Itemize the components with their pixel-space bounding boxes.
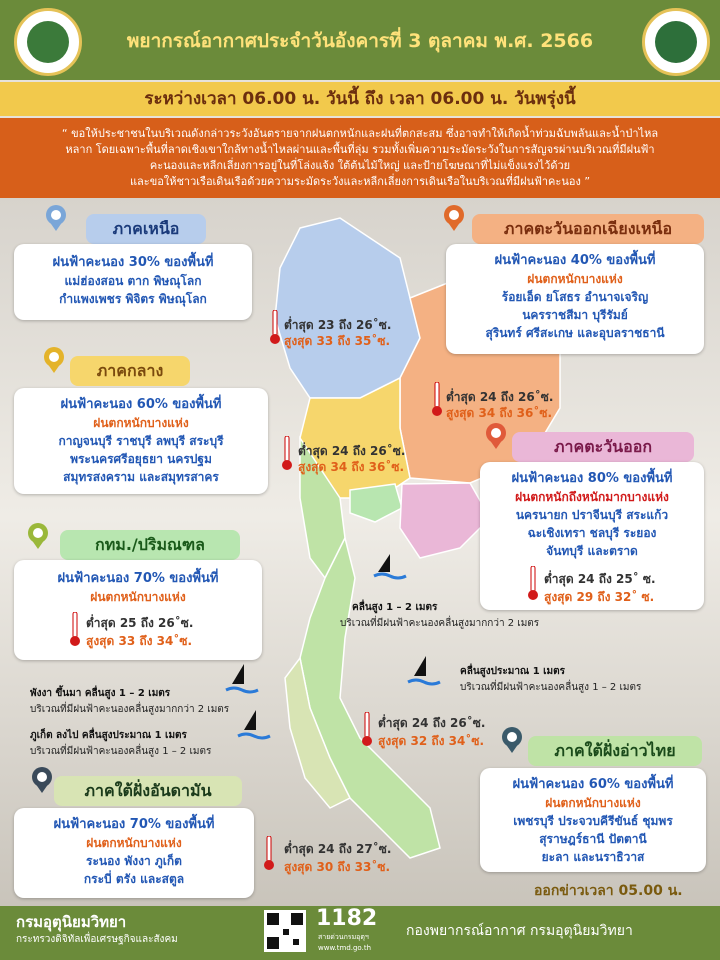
north-rain: ฝนฟ้าคะนอง 30% ของพื้นที่ (52, 255, 214, 270)
central-area: สมุทรสงคราม และสมุทรสาคร (63, 470, 219, 484)
northeast-high: สูงสุด 34 ถึง 36˚ซ. (446, 406, 553, 420)
qr-code-icon[interactable] (264, 910, 306, 952)
east-low: ต่ำสุด 24 ถึง 25˚ ซ. (544, 572, 656, 586)
wave-gulf-upper-title: คลื่นสูง 1 – 2 เมตร (352, 602, 438, 613)
issued-time: ออกข่าวเวลา 05.00 น. (534, 883, 683, 899)
location-pin-icon (498, 726, 526, 754)
south-andaman-heavy: ฝนตกหนักบางแห่ง (86, 836, 182, 850)
central-tab: ภาคกลาง (70, 356, 190, 386)
digital-ministry-logo (14, 8, 82, 76)
bangkok-high: สูงสุด 33 ถึง 34˚ซ. (86, 634, 193, 648)
forecast-period: ระหว่างเวลา 06.00 น. วันนี้ ถึง เวลา 06.00 น. วันพรุ่งนี้ (0, 82, 720, 116)
wave-andaman-lower-title: ภูเก็ต ลงไป คลื่นสูงประมาณ 1 เมตร (30, 730, 187, 741)
east-heavy: ฝนตกหนักถึงหนักมากบางแห่ง (515, 490, 669, 504)
boat-icon (236, 708, 272, 742)
thermometer-icon (270, 310, 280, 344)
thermometer-icon (432, 382, 442, 416)
northeast-area: สุรินทร์ ศรีสะเกษ และอุบลราชธานี (485, 326, 665, 340)
wave-andaman-upper-title: พังงา ขึ้นมา คลื่นสูง 1 – 2 เมตร (30, 688, 171, 699)
central-box (14, 388, 268, 494)
south-gulf-tab: ภาคใต้ฝั่งอ่าวไทย (528, 736, 702, 766)
map-east (400, 483, 490, 558)
south-gulf-low: ต่ำสุด 24 ถึง 26˚ซ. (378, 716, 486, 730)
tmd-logo (642, 8, 710, 76)
page-title: พยากรณ์อากาศประจำวันอังคารที่ 3 ตุลาคม พ.ศ. 2566 (126, 30, 594, 52)
east-area: จันทบุรี และตราด (546, 544, 638, 558)
northeast-heavy: ฝนตกหนักบางแห่ง (527, 272, 623, 286)
south-andaman-box (14, 808, 254, 898)
location-pin-icon (28, 766, 56, 794)
south-andaman-low: ต่ำสุด 24 ถึง 27˚ซ. (284, 842, 392, 856)
north-tab: ภาคเหนือ (86, 214, 206, 244)
hotline-label: สายด่วนกรมอุตุฯ (318, 933, 369, 941)
location-pin-icon (440, 204, 468, 232)
south-andaman-rain: ฝนฟ้าคะนอง 70% ของพื้นที่ (53, 817, 215, 832)
south-andaman-area: กระบี่ ตรัง และสตูล (83, 872, 185, 886)
wave-andaman-upper-sub: บริเวณที่มีฝนฟ้าคะนองคลื่นสูงมากกว่า 2 เมตร (30, 704, 230, 715)
north-high: สูงสุด 33 ถึง 35˚ซ. (284, 334, 391, 348)
northeast-tab: ภาคตะวันออกเฉียงเหนือ (472, 214, 704, 244)
south-gulf-area: เพชรบุรี ประจวบคีรีขันธ์ ชุมพร (513, 814, 673, 828)
thermometer-icon (70, 612, 80, 646)
northeast-box (446, 244, 704, 354)
bangkok-heavy: ฝนตกหนักบางแห่ง (90, 590, 186, 604)
north-box (14, 244, 252, 320)
location-pin-icon (24, 522, 52, 550)
central-rain: ฝนฟ้าคะนอง 60% ของพื้นที่ (60, 397, 222, 412)
south-gulf-rain: ฝนฟ้าคะนอง 60% ของพื้นที่ (512, 777, 674, 792)
website-link[interactable]: www.tmd.go.th (318, 944, 371, 952)
central-heavy: ฝนตกหนักบางแห่ง (93, 416, 189, 430)
map-south (300, 538, 440, 858)
south-gulf-area: ยะลา และนราธิวาส (541, 850, 645, 864)
thermometer-icon (264, 836, 274, 870)
north-low: ต่ำสุด 23 ถึง 26˚ซ. (284, 318, 392, 332)
warning-line: คะนองและหลีกเลี่ยงการอยู่ในที่โล่งแจ้ง ใต้ต้นไม้ใหญ่ และป้ายโฆษณาที่ไม่แข็งแรงไว้ด้วย (149, 159, 571, 172)
boat-icon (224, 662, 260, 696)
bangkok-low: ต่ำสุด 25 ถึง 26˚ซ. (86, 616, 194, 630)
east-area: นครนายก ปราจีนบุรี สระแก้ว (515, 508, 669, 522)
warning-line: หลาก โดยเฉพาะพื้นที่ลาดเชิงเขาใกล้ทางน้ำไหลผ่านและพื้นที่ลุ่ม รวมทั้งเพิ่มความระมัดระวังในการสัญจรผ่านบริเวณที่มีฝนฟ้า (65, 143, 655, 156)
northeast-area: ร้อยเอ็ด ยโสธร อำนาจเจริญ (501, 290, 649, 304)
thermometer-icon (528, 566, 538, 600)
hotline-number: 1182 (316, 906, 378, 931)
thermometer-icon (282, 436, 292, 470)
wave-andaman-lower-sub: บริเวณที่มีฝนฟ้าคะนองคลื่นสูง 1 – 2 เมตร (30, 746, 212, 757)
south-gulf-area: สุราษฎร์ธานี ปัตตานี (539, 832, 647, 846)
thermometer-icon (362, 712, 372, 746)
central-area: กาญจนบุรี ราชบุรี ลพบุรี สระบุรี (58, 434, 224, 448)
south-andaman-high: สูงสุด 30 ถึง 33˚ซ. (284, 860, 391, 874)
east-rain: ฝนฟ้าคะนอง 80% ของพื้นที่ (511, 471, 673, 486)
wave-gulf-upper-sub: บริเวณที่มีฝนฟ้าคะนองคลื่นสูงมากกว่า 2 เมตร (340, 618, 540, 629)
central-high: สูงสุด 34 ถึง 36˚ซ. (298, 460, 405, 474)
warning-line: และขอให้ชาวเรือเดินเรือด้วยความระมัดระวังและหลีกเลี่ยงการเดินเรือในบริเวณที่มีฝนฟ้าคะนอง ” (129, 175, 591, 188)
bangkok-rain: ฝนฟ้าคะนอง 70% ของพื้นที่ (57, 571, 219, 586)
location-pin-icon (40, 346, 68, 374)
northeast-area: นครราชสีมา บุรีรัมย์ (522, 308, 628, 322)
east-area: ฉะเชิงเทรา ชลบุรี ระยอง (527, 526, 657, 540)
warning-banner (0, 118, 720, 198)
wave-gulf-lower-title: คลื่นสูงประมาณ 1 เมตร (460, 666, 566, 677)
central-area: พระนครศรีอยุธยา นครปฐม (70, 452, 212, 466)
location-pin-icon (42, 204, 70, 232)
east-high: สูงสุด 29 ถึง 32˚ ซ. (544, 590, 655, 604)
northeast-rain: ฝนฟ้าคะนอง 40% ของพื้นที่ (494, 253, 656, 268)
map-bangkok (350, 484, 402, 522)
wave-gulf-lower-sub: บริเวณที่มีฝนฟ้าคะนองคลื่นสูง 1 – 2 เมตร (460, 682, 642, 693)
bangkok-tab: กทม./ปริมณฑล (60, 530, 240, 560)
map-north (275, 218, 420, 398)
south-gulf-box (480, 768, 706, 872)
location-pin-icon (482, 422, 510, 450)
north-area: กำแพงเพชร พิจิตร พิษณุโลก (59, 292, 207, 306)
northeast-low: ต่ำสุด 24 ถึง 26˚ซ. (446, 390, 554, 404)
south-andaman-area: ระนอง พังงา ภูเก็ต (86, 854, 182, 868)
central-low: ต่ำสุด 24 ถึง 26˚ซ. (298, 444, 406, 458)
footer-division: กองพยากรณ์อากาศ กรมอุตุนิยมวิทยา (406, 923, 633, 939)
north-area: แม่ฮ่องสอน ตาก พิษณุโลก (64, 274, 202, 288)
boat-icon (406, 654, 442, 688)
south-andaman-tab: ภาคใต้ฝั่งอันดามัน (54, 776, 242, 806)
footer-org: กรมอุตุนิยมวิทยา (16, 913, 127, 931)
south-gulf-heavy: ฝนตกหนักบางแห่ง (545, 796, 641, 810)
boat-icon (372, 552, 408, 582)
east-tab: ภาคตะวันออก (512, 432, 694, 462)
south-gulf-high: สูงสุด 32 ถึง 34˚ซ. (378, 734, 485, 748)
footer-ministry: กระทรวงดิจิทัลเพื่อเศรษฐกิจและสังคม (16, 934, 178, 945)
warning-line: “ ขอให้ประชาชนในบริเวณดังกล่าวระวังอันตรายจากฝนตกหนักและฝนที่ตกสะสม ซึ่งอาจทำให้เกิดน้ำท่วมฉับพลันและน้ำป่าไหล (61, 127, 659, 140)
